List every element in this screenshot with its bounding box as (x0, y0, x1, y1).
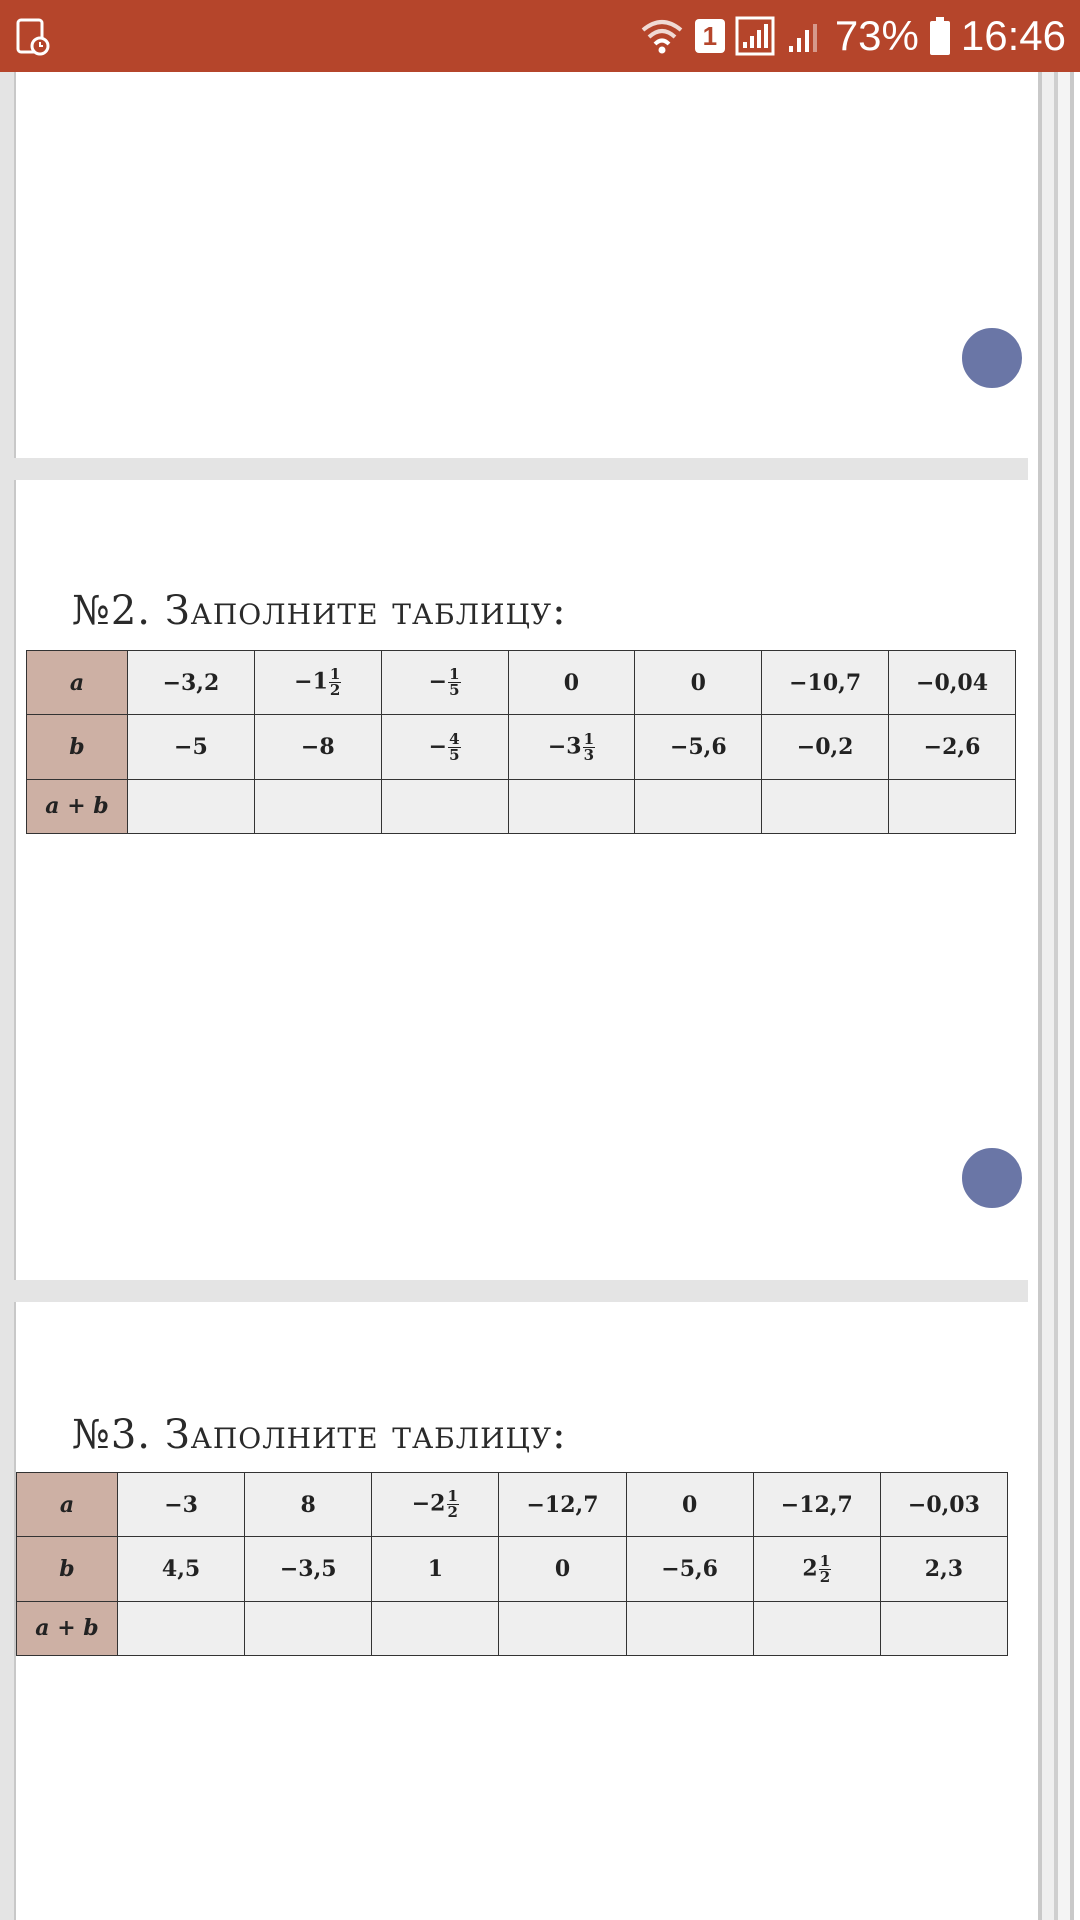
table-cell (880, 1601, 1007, 1655)
table-cell: −3,5 (245, 1537, 372, 1601)
status-bar (0, 0, 1080, 72)
table-cell (635, 779, 762, 833)
table-cell (118, 1601, 245, 1655)
row-header-label: a + b (27, 779, 128, 833)
page-action-button-2[interactable] (960, 1146, 1024, 1210)
screenshot-notification-icon (16, 18, 50, 56)
table-cell (381, 779, 508, 833)
fraction (448, 667, 460, 698)
document-page-2 (14, 480, 1030, 1280)
table-cell (372, 1473, 499, 1537)
fraction-denominator: 2 (329, 681, 341, 700)
table-cell (245, 1601, 372, 1655)
table-cell: −3 (118, 1473, 245, 1537)
fraction-denominator: 3 (583, 745, 595, 764)
table-cell (508, 715, 635, 779)
fraction-numerator: 1 (819, 1551, 831, 1570)
row-header-label: b (27, 715, 128, 779)
fraction-numerator: 1 (449, 665, 460, 684)
signal-sim1-icon (735, 16, 775, 56)
task-heading: №3. Заполните таблицу: (72, 1412, 567, 1458)
table-row (27, 715, 1016, 779)
fraction-numerator: 1 (329, 665, 341, 684)
table-row (17, 1601, 1008, 1655)
row-header-label: a + b (17, 1601, 118, 1655)
fraction (819, 1551, 831, 1586)
table-cell: −5,6 (626, 1537, 753, 1601)
table-cell (372, 1601, 499, 1655)
page-action-button-1[interactable] (960, 326, 1024, 390)
table-cell: −3,2 (128, 651, 255, 715)
fraction (583, 729, 595, 764)
table-cell (381, 715, 508, 779)
table-cell (254, 651, 381, 715)
document-page-1 (14, 72, 1030, 458)
table-cell (254, 779, 381, 833)
table-cell: −5 (128, 715, 255, 779)
task-heading: №2. Заполните таблицу: (72, 588, 567, 634)
fraction-denominator: 2 (819, 1567, 831, 1586)
table-cell: 1 (372, 1537, 499, 1601)
table-cell: −0,2 (762, 715, 889, 779)
fraction-whole: −3 (547, 733, 582, 760)
table-cell (508, 779, 635, 833)
table-row (27, 651, 1016, 715)
table-cell: 8 (245, 1473, 372, 1537)
battery-percent: 73% (834, 12, 919, 59)
table-cell: −0,03 (880, 1473, 1007, 1537)
row-header-label: a (27, 651, 128, 715)
table-row (27, 779, 1016, 833)
table-cell: −5,6 (635, 715, 762, 779)
table-cell (499, 1601, 626, 1655)
fraction (329, 667, 341, 698)
table-cell: −10,7 (762, 651, 889, 715)
table-cell (128, 779, 255, 833)
document-page-3 (14, 1302, 1030, 1920)
table-cell: 0 (508, 651, 635, 715)
table-cell (753, 1601, 880, 1655)
table-cell: 0 (499, 1537, 626, 1601)
battery-icon (929, 16, 951, 56)
table-cell (753, 1537, 880, 1601)
wifi-icon (639, 16, 685, 56)
table-cell: 0 (626, 1473, 753, 1537)
table-cell: −2,6 (889, 715, 1016, 779)
right-edge-strip (1028, 72, 1080, 1920)
table-cell: 0 (635, 651, 762, 715)
table-cell: 2,3 (880, 1537, 1007, 1601)
exercise-table (26, 650, 1016, 834)
fraction-whole: − (428, 733, 448, 760)
clock: 16:46 (960, 12, 1066, 59)
table-cell: −12,7 (499, 1473, 626, 1537)
fraction-whole: − (428, 668, 448, 695)
fraction-numerator: 1 (447, 1487, 458, 1506)
fraction-whole: 2 (802, 1555, 818, 1582)
fraction-whole: −2 (411, 1490, 446, 1517)
exercise-table (16, 1472, 1008, 1656)
fraction-denominator: 5 (449, 745, 460, 764)
table-row (17, 1537, 1008, 1601)
table-cell: 4,5 (118, 1537, 245, 1601)
fraction-denominator: 5 (449, 681, 460, 700)
fraction-numerator: 4 (449, 729, 460, 748)
fraction (448, 729, 460, 764)
fraction-whole: −1 (294, 668, 328, 695)
table-row (17, 1473, 1008, 1537)
table-cell (762, 779, 889, 833)
table-cell: −0,04 (889, 651, 1016, 715)
table-cell (626, 1601, 753, 1655)
fraction (447, 1489, 459, 1520)
table-cell: −12,7 (753, 1473, 880, 1537)
notification-count-badge: 1 (695, 19, 725, 53)
table-cell (381, 651, 508, 715)
fraction-denominator: 2 (447, 1503, 458, 1522)
table-cell (889, 779, 1016, 833)
row-header-label: b (17, 1537, 118, 1601)
row-header-label: a (17, 1473, 118, 1537)
fraction-numerator: 1 (583, 729, 595, 748)
table-cell: −8 (254, 715, 381, 779)
signal-sim2-icon (785, 16, 825, 56)
